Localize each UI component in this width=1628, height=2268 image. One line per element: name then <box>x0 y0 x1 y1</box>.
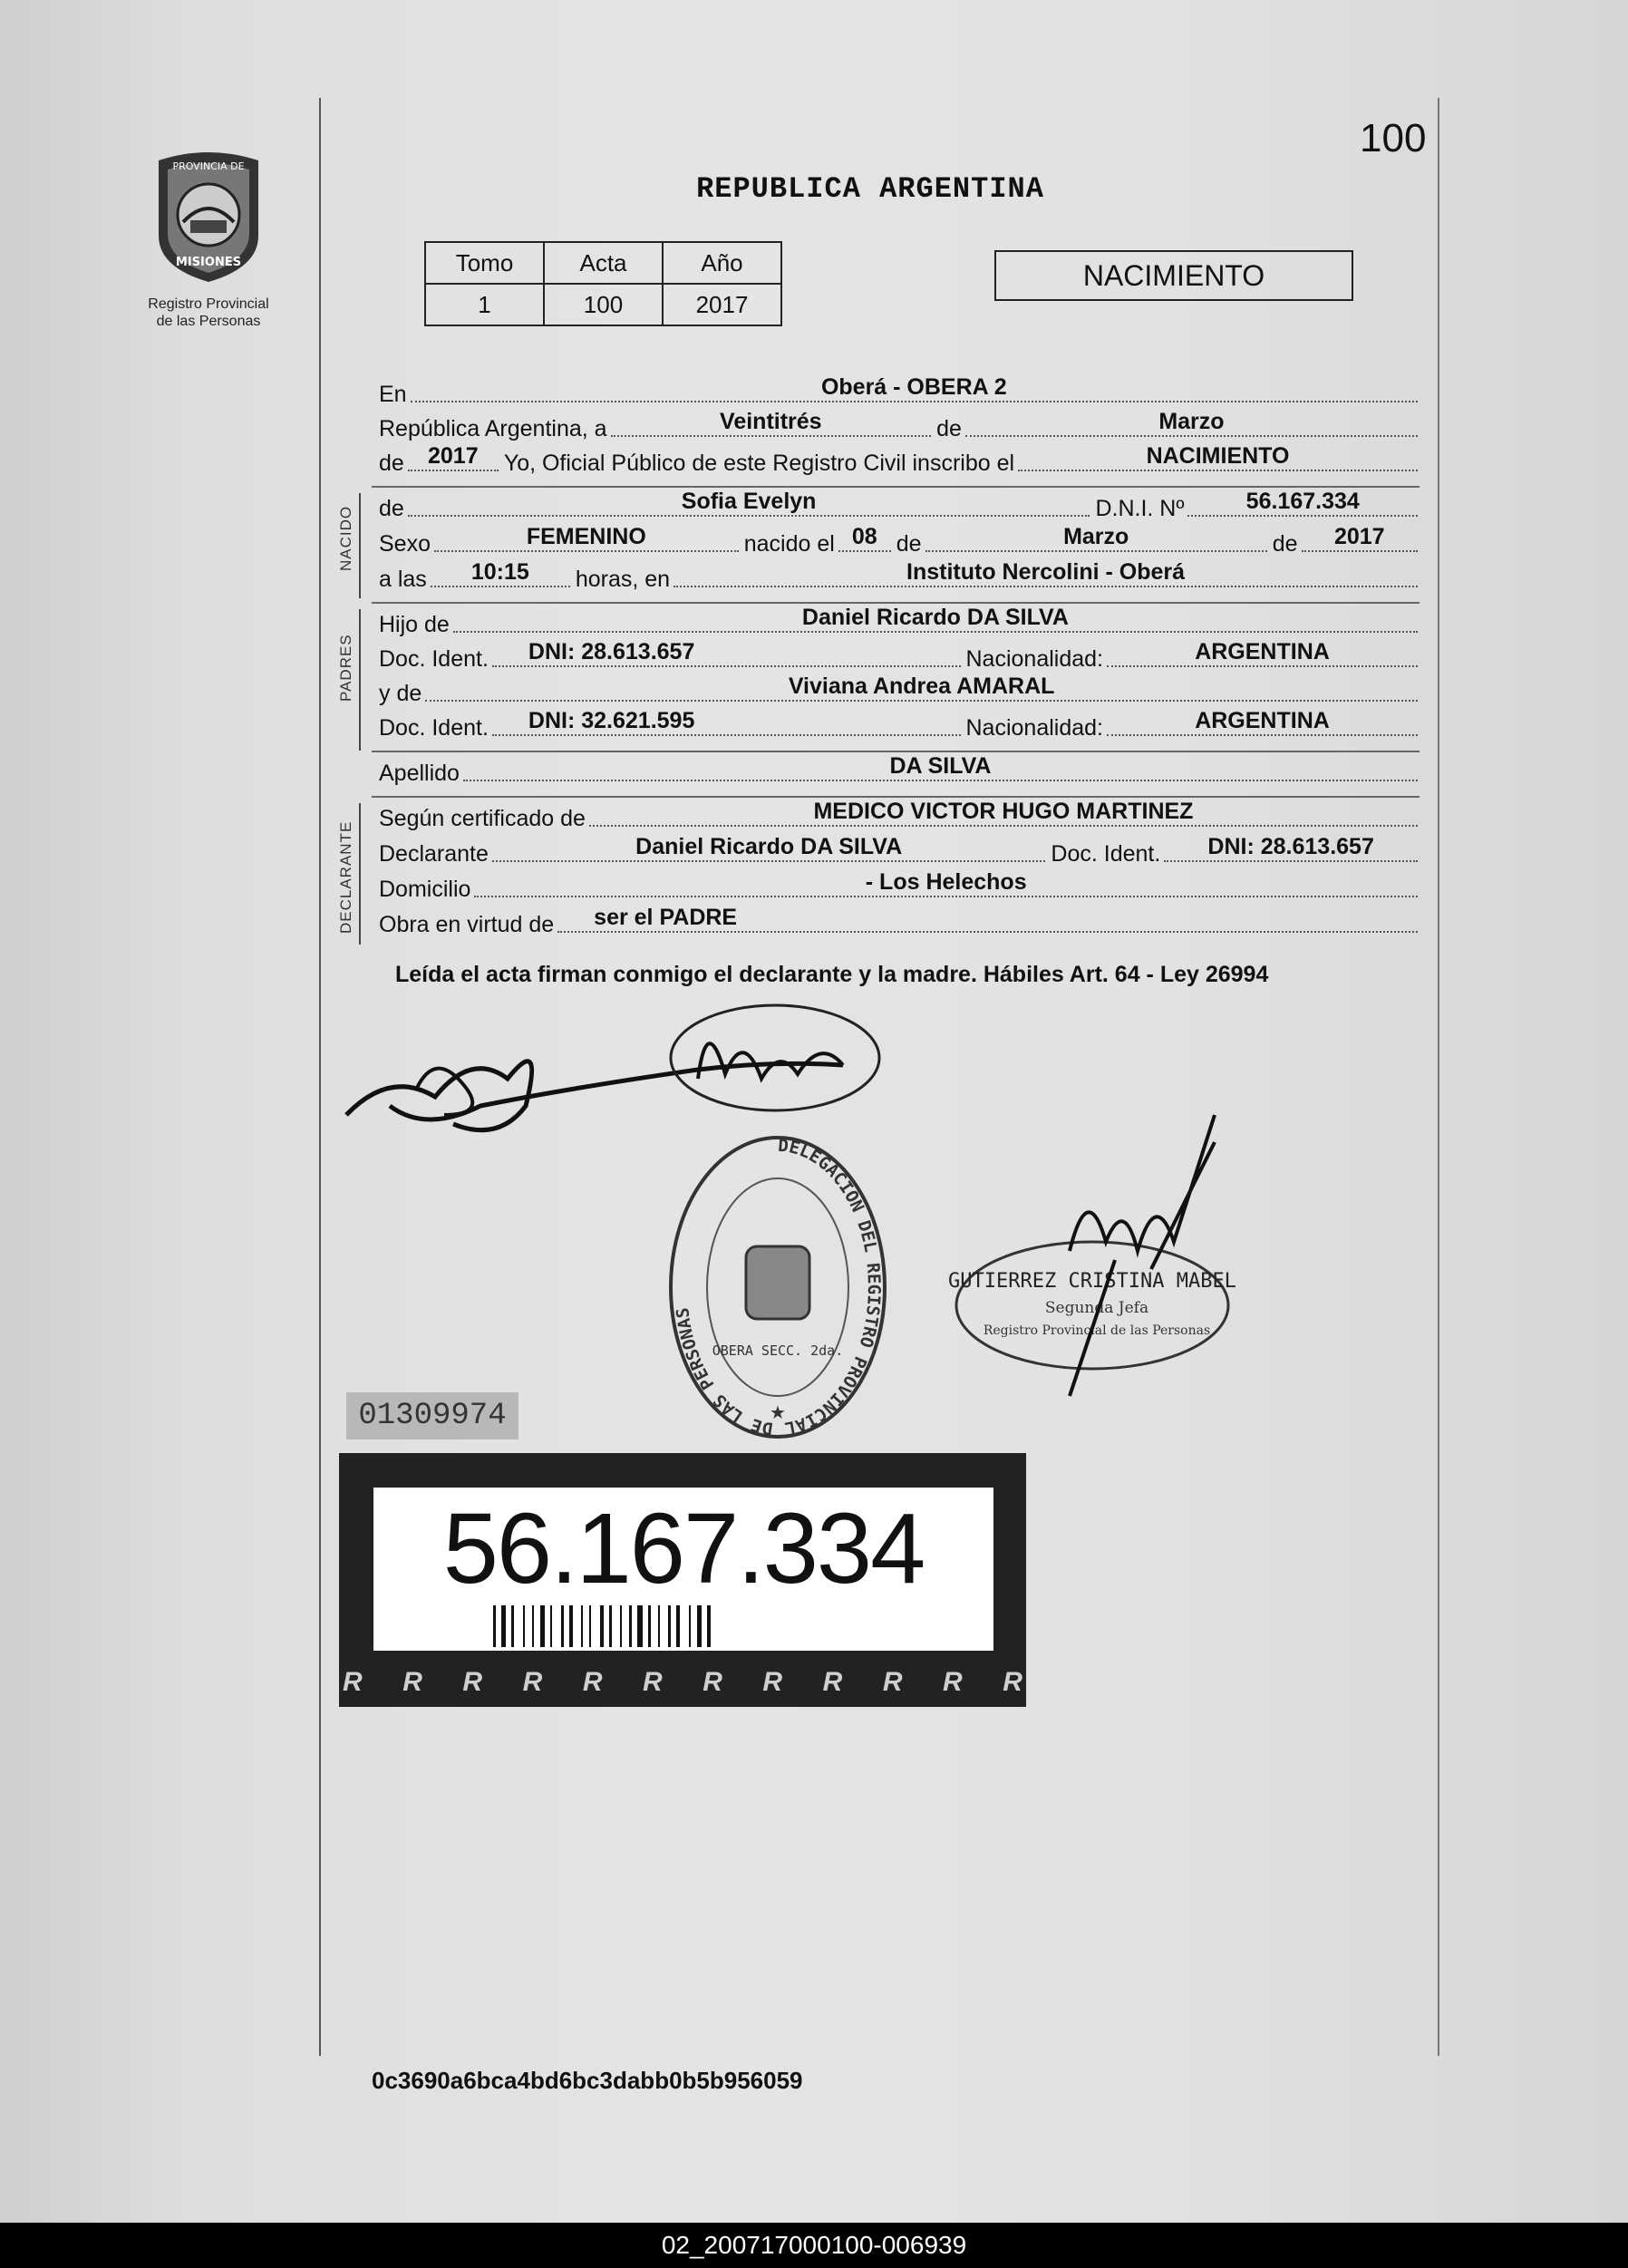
sexo-label: Sexo <box>379 531 431 557</box>
birth-time-value: 10:15 <box>431 558 570 587</box>
nac2-value: ARGENTINA <box>1107 707 1418 736</box>
barcode-bar <box>658 1605 660 1647</box>
yde-label: y de <box>379 681 422 706</box>
registry-oval-stamp <box>660 1124 896 1441</box>
dom-label: Domicilio <box>379 877 471 902</box>
record-type-box: NACIMIENTO <box>994 250 1353 301</box>
sticker-panel <box>373 1488 993 1651</box>
band-letter: R <box>582 1667 603 1697</box>
doc2-label: Doc. Ident. <box>379 715 489 741</box>
section-bar-padres <box>359 609 361 751</box>
official-role: Segunda Jefa <box>1044 1299 1149 1317</box>
record-header-anio: Año <box>663 242 781 284</box>
birth-month-value: Marzo <box>925 523 1267 552</box>
record-value-anio: 2017 <box>663 284 781 325</box>
barcode-bar <box>637 1605 643 1647</box>
en-value: Oberá - OBERA 2 <box>411 373 1418 402</box>
band-letter: R <box>462 1667 483 1697</box>
logo-caption <box>141 296 276 330</box>
birth-day-value: 08 <box>838 523 891 552</box>
record-header-acta: Acta <box>544 242 663 284</box>
section-label-padres: PADRES <box>337 634 354 702</box>
barcode-bar <box>532 1605 534 1647</box>
birth-de-label: de <box>896 531 922 557</box>
barcode-bar <box>501 1605 506 1647</box>
barcode-bar <box>523 1605 525 1647</box>
barcode-bar <box>600 1605 604 1647</box>
decl-value: Daniel Ricardo DA SILVA <box>492 833 1046 862</box>
hijo-label: Hijo de <box>379 612 450 637</box>
sticker-r-band <box>343 1667 1022 1698</box>
mother-value: Viviana Andrea AMARAL <box>425 673 1418 702</box>
oval-stamp-textpath: DELEGACION DEL REGISTRO PROVINCIAL DE LAS PERSONAS <box>673 1135 884 1439</box>
barcode-bar <box>668 1605 671 1647</box>
barcode-bar <box>493 1605 496 1647</box>
horas-label: horas, en <box>575 567 671 592</box>
record-value-tomo: 1 <box>425 284 544 325</box>
mother-signature <box>662 993 888 1119</box>
left-margin-line <box>319 98 321 2056</box>
barcode-bar <box>561 1605 564 1647</box>
barcode-bar <box>609 1605 612 1647</box>
cert-value: MEDICO VICTOR HUGO MARTINEZ <box>589 798 1418 827</box>
child-dni-value: 56.167.334 <box>1187 488 1418 517</box>
birth-de2-label: de <box>1272 531 1298 557</box>
document-title: REPUBLICA ARGENTINA <box>696 172 1044 206</box>
alas-label: a las <box>379 567 427 592</box>
yo-label: Yo, Oficial Público de este Registro Civil inscribo el <box>503 451 1015 476</box>
decl-doc-value: DNI: 28.613.657 <box>1164 833 1418 862</box>
row-declarante <box>379 834 1418 867</box>
band-letter: R <box>343 1667 363 1697</box>
band-letter: R <box>703 1667 722 1697</box>
barcode-bar <box>629 1605 632 1647</box>
row-doc1 <box>379 639 1418 673</box>
row-yde <box>379 674 1418 707</box>
right-margin-line <box>1438 98 1439 2056</box>
dni-label: D.N.I. Nº <box>1095 496 1185 521</box>
row-obra <box>379 905 1418 938</box>
logo-caption-line1: Registro Provincial <box>148 296 269 312</box>
apellido-value: DA SILVA <box>463 752 1418 781</box>
barcode-bar <box>589 1605 591 1647</box>
band-letter: R <box>522 1667 543 1697</box>
province-logo <box>141 150 276 330</box>
obra-value: ser el PADRE <box>557 904 1418 933</box>
month-value: Marzo <box>965 408 1418 437</box>
row-republica <box>379 409 1418 442</box>
birth-year-value: 2017 <box>1302 523 1418 552</box>
star-icon: ★ <box>770 1401 786 1423</box>
doc2-value: DNI: 32.621.595 <box>492 707 961 736</box>
closing-note: Leída el acta firman conmigo el declarante y la madre. Hábiles Art. 64 - Ley 26994 <box>395 962 1269 987</box>
doc1-value: DNI: 28.613.657 <box>492 638 961 667</box>
barcode-bar <box>648 1605 651 1647</box>
page-number: 100 <box>1360 116 1427 160</box>
seal-text-bottom: MISIONES <box>175 256 242 269</box>
file-id-footer: 02_200717000100-006939 <box>0 2223 1628 2268</box>
barcode-bar <box>620 1605 622 1647</box>
barcode-bar <box>707 1605 711 1647</box>
section-label-declarante: DECLARANTE <box>337 820 354 934</box>
barcode-bar <box>581 1605 583 1647</box>
section-label-nacido: NACIDO <box>337 505 354 571</box>
nac2-label: Nacionalidad: <box>965 715 1103 741</box>
decl-label: Declarante <box>379 841 489 867</box>
row-hora <box>379 559 1418 593</box>
barcode <box>493 1605 874 1647</box>
inscribe-value: NACIMIENTO <box>1018 442 1418 471</box>
row-certificado <box>379 799 1418 832</box>
child-name-value: Sofia Evelyn <box>408 488 1090 517</box>
row-nacido-name <box>379 489 1418 522</box>
doc1-label: Doc. Ident. <box>379 646 489 672</box>
sexo-value: FEMENINO <box>434 523 739 552</box>
birth-place-value: Instituto Nercolini - Oberá <box>673 558 1418 587</box>
year-value: 2017 <box>408 442 499 471</box>
day-value: Veintitrés <box>611 408 932 437</box>
row-domicilio <box>379 869 1418 903</box>
barcode-bar <box>550 1605 552 1647</box>
barcode-bar <box>569 1605 573 1647</box>
section-bar-declarante <box>359 803 361 945</box>
band-letter: R <box>762 1667 783 1697</box>
official-name: GUTIERREZ CRISTINA MABEL <box>948 1270 1236 1293</box>
father-value: Daniel Ricardo DA SILVA <box>453 604 1418 633</box>
nacido-de-label: de <box>379 496 404 521</box>
barcode-bar <box>540 1605 545 1647</box>
shield-icon <box>150 150 267 286</box>
band-letter: R <box>402 1667 422 1697</box>
row-en <box>379 374 1418 408</box>
republica-label: República Argentina, a <box>379 416 607 441</box>
record-value-acta: 100 <box>544 284 663 325</box>
oval-stamp-inner: OBERA SECC. 2da. <box>712 1342 844 1359</box>
id-sticker <box>339 1453 1026 1707</box>
document-hash: 0c3690a6bca4bd6bc3dabb0b5b956059 <box>372 2067 803 2094</box>
logo-caption-line2: de las Personas <box>156 314 261 329</box>
band-letter: R <box>822 1667 843 1697</box>
section-bar-nacido <box>359 493 361 598</box>
record-table <box>424 241 782 326</box>
barcode-bar <box>689 1605 691 1647</box>
band-letter: R <box>882 1667 903 1697</box>
row-year <box>379 443 1418 477</box>
row-hijo <box>379 605 1418 638</box>
nac1-value: ARGENTINA <box>1107 638 1418 667</box>
apellido-label: Apellido <box>379 761 460 786</box>
row-sexo <box>379 524 1418 557</box>
cert-label: Según certificado de <box>379 806 586 831</box>
de-label: de <box>936 416 962 441</box>
emblem-icon <box>746 1246 809 1319</box>
decl-doc-label: Doc. Ident. <box>1051 841 1161 867</box>
seal-text-top: PROVINCIA DE <box>172 160 245 172</box>
official-stamp <box>943 1106 1296 1405</box>
record-header-tomo: Tomo <box>425 242 544 284</box>
band-letter: R <box>943 1667 963 1697</box>
row-doc2 <box>379 708 1418 741</box>
de2-label: de <box>379 451 404 476</box>
en-label: En <box>379 382 407 407</box>
barcode-bar <box>697 1605 702 1647</box>
official-office: Registro Provincial de las Personas <box>983 1323 1211 1338</box>
row-apellido <box>379 753 1418 787</box>
sticker-number: 56.167.334 <box>442 1493 925 1604</box>
barcode-bar <box>511 1605 514 1647</box>
dom-value: - Los Helechos <box>474 868 1418 897</box>
nacido-el-label: nacido el <box>743 531 835 557</box>
nac1-label: Nacionalidad: <box>965 646 1103 672</box>
obra-label: Obra en virtud de <box>379 912 555 937</box>
serial-number: 01309974 <box>346 1392 518 1439</box>
band-letter: R <box>643 1667 663 1697</box>
barcode-bar <box>676 1605 680 1647</box>
band-letter: R <box>1003 1667 1022 1697</box>
